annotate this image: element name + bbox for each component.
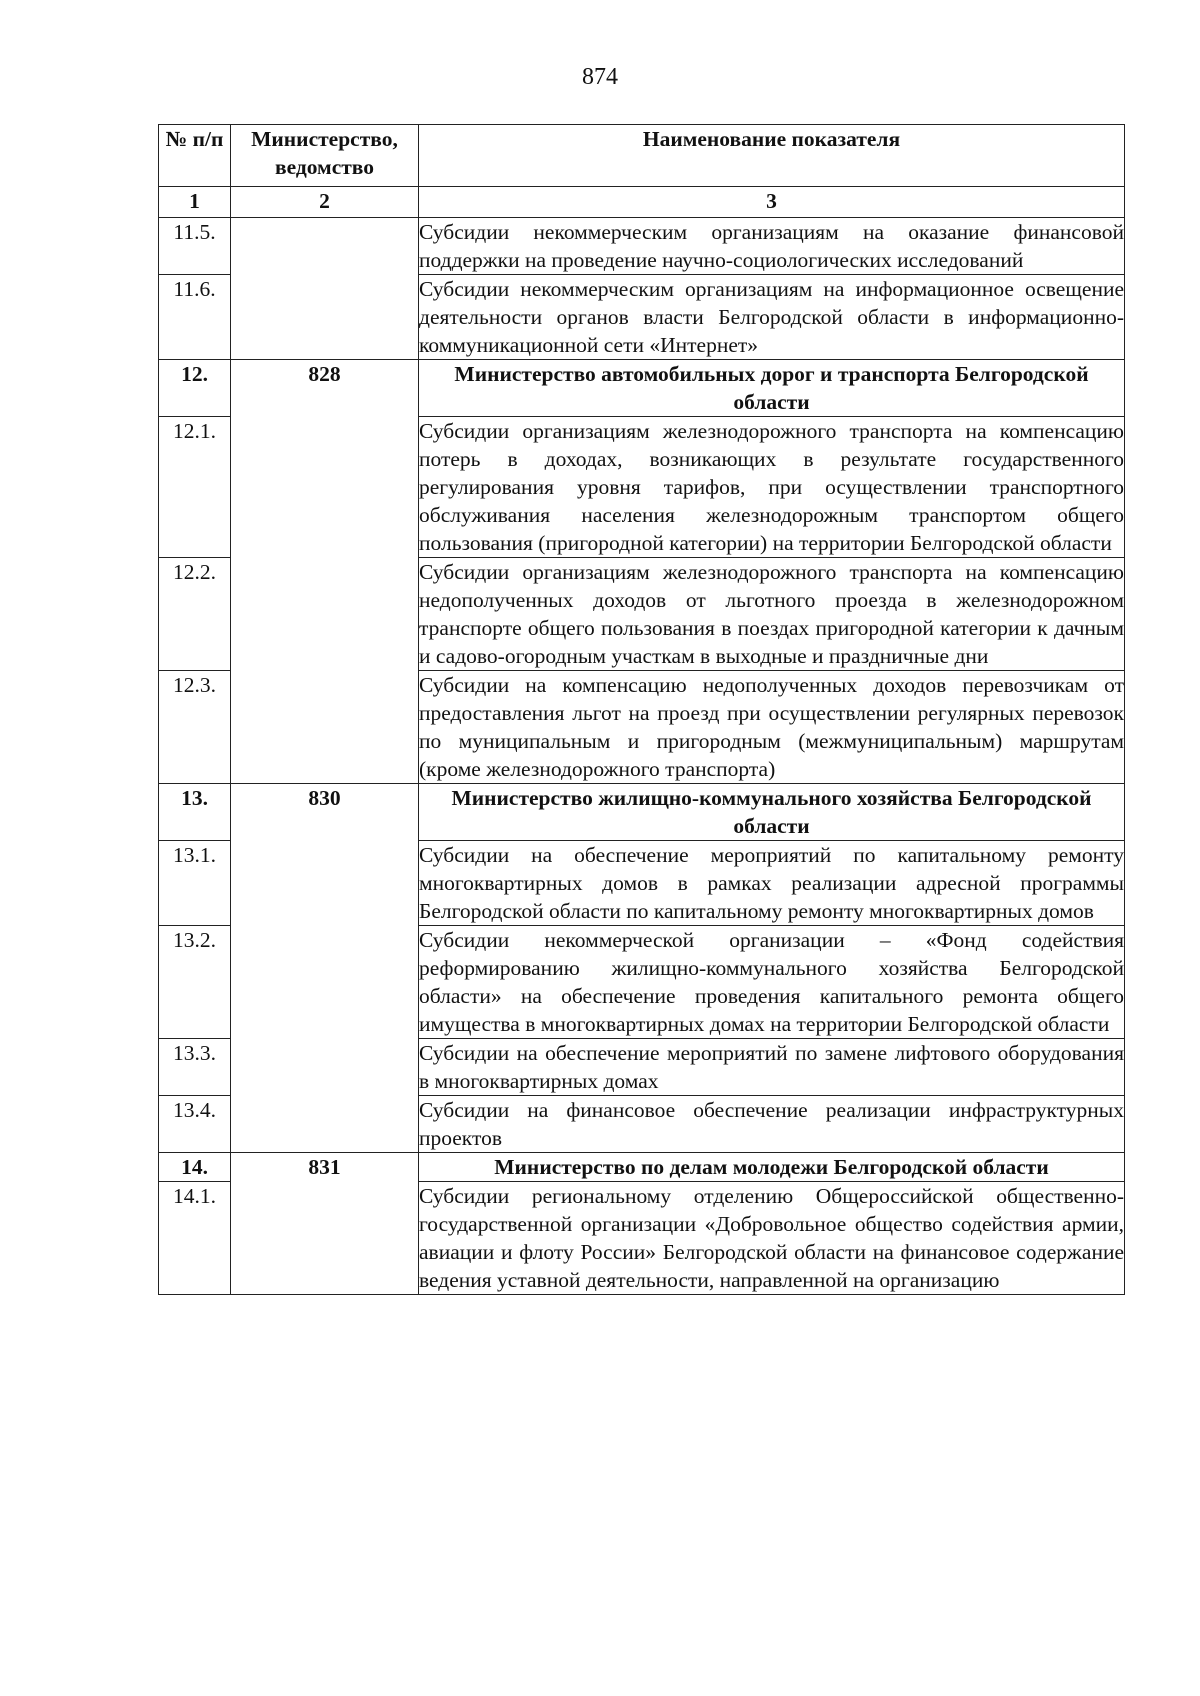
table-row: [159, 784, 1125, 841]
section-number: 14.: [159, 1153, 231, 1182]
row-number: 13.4.: [159, 1096, 231, 1153]
section-title: Министерство жилищно-коммунального хозяйства Белгородской области: [419, 784, 1125, 841]
indicators-table: [158, 124, 1125, 1295]
row-number: 11.5.: [159, 218, 231, 275]
page-number: 874: [582, 64, 618, 90]
ministry-code: 831: [231, 1153, 419, 1295]
row-text: Субсидии на обеспечение мероприятий по замене лифтового оборудования в многоквартирных домах: [419, 1039, 1125, 1096]
section-number: 13.: [159, 784, 231, 841]
table-row: [159, 1153, 1125, 1182]
ministry-cell: [231, 218, 419, 360]
row-number: 12.2.: [159, 558, 231, 671]
row-number: 13.1.: [159, 841, 231, 926]
ministry-code: 828: [231, 360, 419, 784]
header-number: № п/п: [159, 125, 231, 187]
table-header-row: [159, 125, 1125, 187]
row-text: Субсидии некоммерческим организациям на оказание финансовой поддержки на проведение научно-социологических исследований: [419, 218, 1125, 275]
row-number: 13.3.: [159, 1039, 231, 1096]
row-number: 14.1.: [159, 1182, 231, 1295]
row-text: Субсидии организациям железнодорожного транспорта на компенсацию недополученных доходов от льготного проезда в железнодорожном транспорте общего пользования в поездах пригородной категории к дачным и садово-огородным участкам в выходные и праздничные дни: [419, 558, 1125, 671]
table-index-row: [159, 187, 1125, 218]
header-ministry: Министерство, ведомство: [231, 125, 419, 187]
row-text: Субсидии на финансовое обеспечение реализации инфраструктурных проектов: [419, 1096, 1125, 1153]
index-2: 2: [231, 187, 419, 218]
section-title: Министерство по делам молодежи Белгородской области: [419, 1153, 1125, 1182]
index-1: 1: [159, 187, 231, 218]
row-text: Субсидии некоммерческой организации – «Фонд содействия реформированию жилищно-коммунального хозяйства Белгородской области» на обеспечение проведения капитального ремонта общего имущества в многоквартирных домах на территории Белгородской области: [419, 926, 1125, 1039]
row-text: Субсидии некоммерческим организациям на информационное освещение деятельности органов власти Белгородской области в информационно-коммуникационной сети «Интернет»: [419, 275, 1125, 360]
row-number: 13.2.: [159, 926, 231, 1039]
row-text: Субсидии на компенсацию недополученных доходов перевозчикам от предоставления льгот на проезд при осуществлении регулярных перевозок по муниципальным и пригородным (межмуниципальным) маршрутам (кроме железнодорожного транспорта): [419, 671, 1125, 784]
table-row: [159, 218, 1125, 275]
index-3: 3: [419, 187, 1125, 218]
section-title: Министерство автомобильных дорог и транспорта Белгородской области: [419, 360, 1125, 417]
ministry-code: 830: [231, 784, 419, 1153]
row-text: Субсидии региональному отделению Общероссийской общественно-государственной организации «Добровольное общество содействия армии, авиации и флоту России» Белгородской области на финансовое содержание ведения уставной деятельности, направленной на организацию: [419, 1182, 1125, 1295]
row-text: Субсидии на обеспечение мероприятий по капитальному ремонту многоквартирных домов в рамках реализации адресной программы Белгородской области по капитальному ремонту многоквартирных домов: [419, 841, 1125, 926]
row-number: 12.1.: [159, 417, 231, 558]
table-row: [159, 360, 1125, 417]
row-text: Субсидии организациям железнодорожного транспорта на компенсацию потерь в доходах, возникающих в результате государственного регулирования уровня тарифов, при осуществлении транспортного обслуживания населения железнодорожным транспортом общего пользования (пригородной категории) на территории Белгородской области: [419, 417, 1125, 558]
section-number: 12.: [159, 360, 231, 417]
row-number: 12.3.: [159, 671, 231, 784]
row-number: 11.6.: [159, 275, 231, 360]
header-indicator-name: Наименование показателя: [419, 125, 1125, 187]
